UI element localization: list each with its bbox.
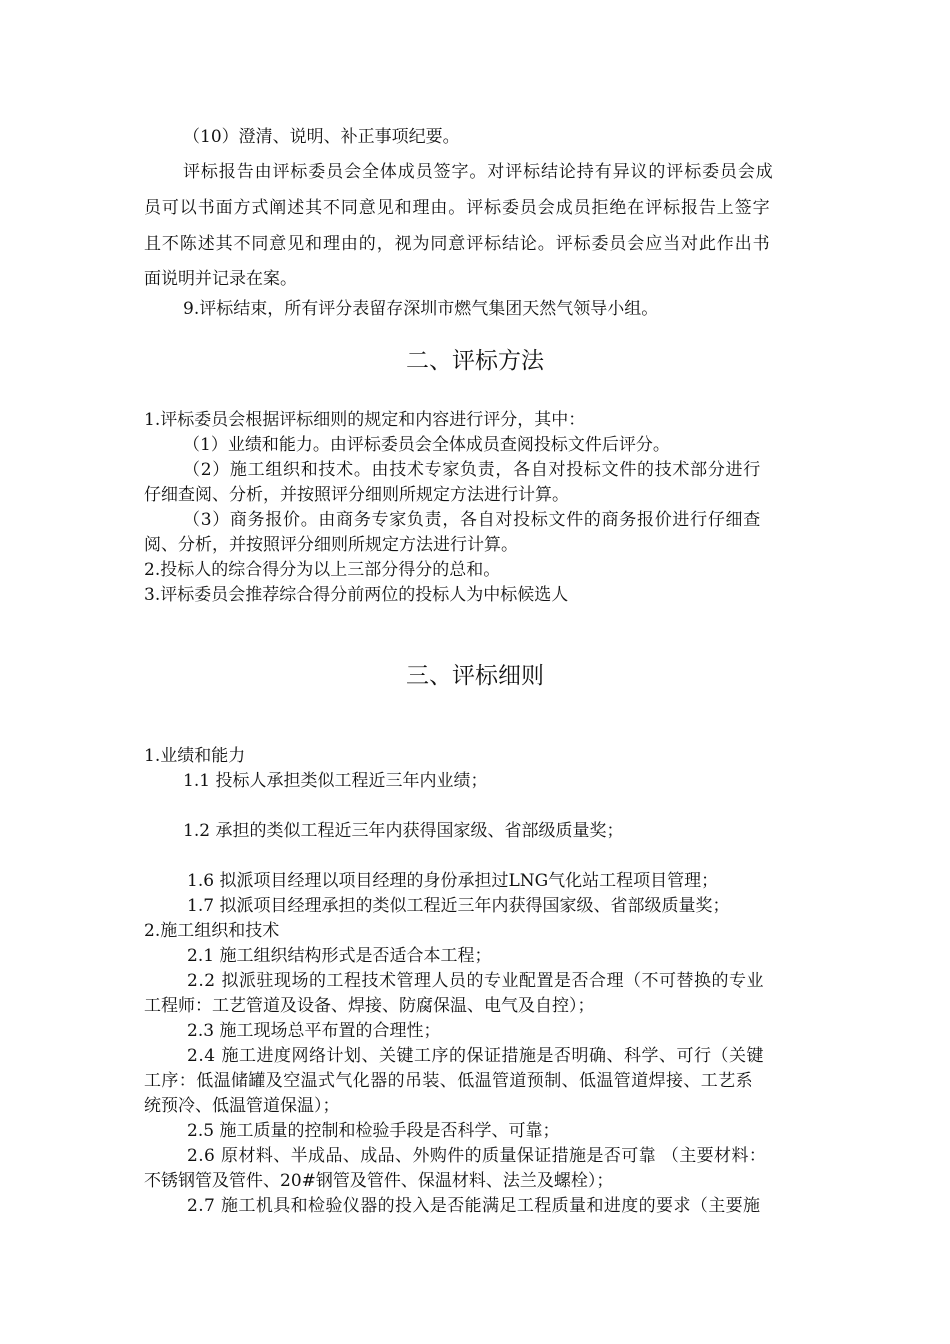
part2-line: 2.4 施工进度网络计划、关键工序的保证措施是否明确、科学、可行（关键 (187, 1046, 764, 1066)
part2-line: 2.7 施工机具和检验仪器的投入是否能满足工程质量和进度的要求（主要施 (187, 1196, 761, 1216)
part2-title: 2.施工组织和技术 (144, 921, 280, 941)
method-line: 2.投标人的综合得分为以上三部分得分的总和。 (144, 560, 501, 580)
part2-line: 统预冷、低温管道保温）； (144, 1096, 340, 1116)
part2-line: 工程师：工艺管道及设备、焊接、防腐保温、电气及自控）； (144, 996, 595, 1016)
method-line: （2）施工组织和技术。由技术专家负责，各自对投标文件的技术部分进行 (183, 460, 761, 480)
part2-line: 2.2 拟派驻现场的工程技术管理人员的专业配置是否合理（不可替换的专业 (187, 971, 764, 991)
method-line: 1.评标委员会根据评标细则的规定和内容进行评分，其中： (144, 410, 586, 430)
section-heading-rules: 三、评标细则 (406, 663, 544, 689)
part2-line: 不锈钢管及管件、20#钢管及管件、保温材料、法兰及螺栓）； (144, 1171, 614, 1191)
method-line: （1）业绩和能力。由评标委员会全体成员查阅投标文件后评分。 (183, 435, 670, 455)
part1-title: 1.业绩和能力 (144, 746, 246, 766)
signature-para-line: 面说明并记录在案。 (144, 269, 297, 289)
section-heading-method: 二、评标方法 (406, 348, 544, 374)
method-line: （3）商务报价。由商务专家负责，各自对投标文件的商务报价进行仔细查 (183, 510, 761, 530)
part1-item: 1.6 拟派项目经理以项目经理的身份承担过LNG气化站工程项目管理； (187, 871, 719, 891)
part1-item: 1.2 承担的类似工程近三年内获得国家级、省部级质量奖； (183, 821, 624, 841)
method-line: 仔细查阅、分析，并按照评分细则所规定方法进行计算。 (144, 485, 569, 505)
part1-item: 1.7 拟派项目经理承担的类似工程近三年内获得国家级、省部级质量奖； (187, 896, 730, 916)
signature-para-line: 评标报告由评标委员会全体成员签字。对评标结论持有异议的评标委员会成 (183, 162, 774, 182)
part2-line: 2.1 施工组织结构形式是否适合本工程； (187, 946, 492, 966)
method-line: 3.评标委员会推荐综合得分前两位的投标人为中标候选人 (144, 585, 569, 605)
signature-para-line: 且不陈述其不同意见和理由的，视为同意评标结论。评标委员会应当对此作出书 (144, 234, 771, 254)
part2-line: 工序：低温储罐及空温式气化器的吊装、低温管道预制、低温管道焊接、工艺系 (144, 1071, 753, 1091)
item-9: 9.评标结束，所有评分表留存深圳市燃气集团天然气领导小组。 (183, 299, 659, 319)
part1-item: 1.1 投标人承担类似工程近三年内业绩； (183, 771, 488, 791)
part2-line: 2.6 原材料、半成品、成品、外购件的质量保证措施是否可靠 （主要材料： (187, 1146, 767, 1166)
item-10: （10）澄清、说明、补正事项纪要。 (183, 127, 460, 147)
part2-line: 2.5 施工质量的控制和检验手段是否科学、可靠； (187, 1121, 560, 1141)
part2-line: 2.3 施工现场总平布置的合理性； (187, 1021, 441, 1041)
signature-para-line: 员可以书面方式阐述其不同意见和理由。评标委员会成员拒绝在评标报告上签字 (144, 198, 771, 218)
method-line: 阅、分析，并按照评分细则所规定方法进行计算。 (144, 535, 518, 555)
